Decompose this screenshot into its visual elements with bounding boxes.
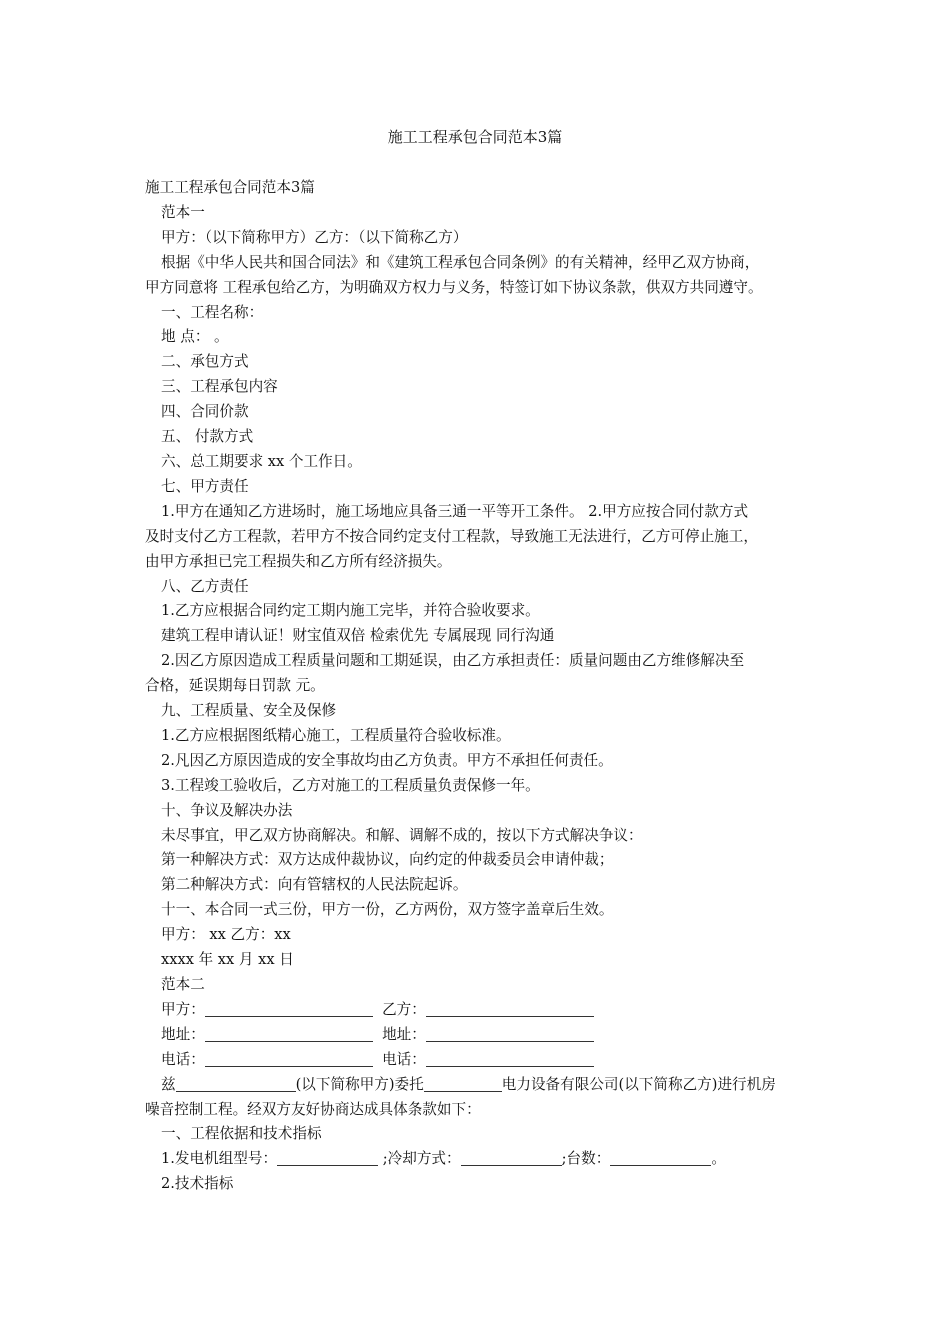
date-line: xxxx 年 xx 月 xx 日	[161, 951, 294, 969]
sample-two-intro-line-2: 噪音控制工程。经双方友好协商达成具体条款如下：	[145, 1100, 481, 1118]
section-10-option-1: 第一种解决方式：双方达成仲裁协议，向约定的仲裁委员会申请仲裁；	[161, 851, 614, 869]
section-8-item-2-line-1: 2.因乙方原因造成工程质量问题和工期延误，由乙方承担责任：质量问题由乙方维修解决至	[161, 652, 745, 670]
party-a-address-blank	[205, 1025, 373, 1042]
sample-two-heading: 范本二	[161, 976, 205, 993]
section-11-heading: 十一、本合同一式三份，甲方一份，乙方两份，双方签字盖章后生效。	[161, 901, 614, 919]
section-9-item-2: 2.凡因乙方原因造成的安全事故均由乙方负责。甲方不承担任何责任。	[161, 751, 613, 769]
intro-line-1: 根据《中华人民共和国合同法》和《建筑工程承包合同条例》的有关精神，经甲乙双方协商，	[161, 253, 760, 271]
address-row	[145, 1023, 815, 1048]
section-10-option-2: 第二种解决方式：向有管辖权的人民法院起诉。	[161, 876, 468, 894]
party-b-address-label: 地址：	[382, 1025, 426, 1043]
party-b-phone-blank	[426, 1050, 594, 1067]
section-5-heading: 五、 付款方式	[161, 428, 254, 446]
section-7-item-1-line-3: 由甲方承担已完工程损失和乙方所有经济损失。	[145, 552, 452, 570]
document-body	[145, 176, 815, 1197]
row-end: 。	[711, 1150, 726, 1168]
promo-line: 建筑工程申请认证！财宝值双倍 检索优先 专属展现 同行沟通	[161, 627, 555, 645]
section-8-item-2-line-2: 合格，延误期每日罚款 元。	[145, 677, 325, 695]
section-4-heading: 四、合同价款	[161, 403, 249, 421]
model-label: 1.发电机组型号：	[161, 1150, 278, 1168]
units-blank	[610, 1149, 711, 1166]
section-7-item-1-line-2: 及时支付乙方工程款，若甲方不按合同约定支付工程款，导致施工无法进行，乙方可停止施工，	[145, 527, 758, 545]
intro-suffix: 电力设备有限公司(以下简称乙方)进行机房	[501, 1075, 776, 1093]
cooling-blank	[461, 1149, 562, 1166]
sample-two-intro-line-1	[145, 1073, 815, 1098]
client-blank	[176, 1075, 296, 1092]
party-name-row	[145, 998, 815, 1023]
cooling-label: ;冷却方式：	[382, 1150, 461, 1168]
party-b-label: 乙方：	[382, 1000, 426, 1018]
parties-line: 甲方：（以下简称甲方）乙方：（以下简称乙方）	[161, 228, 468, 246]
party-b-phone-label: 电话：	[382, 1050, 426, 1068]
technical-indicators-heading: 2.技术指标	[161, 1175, 234, 1193]
signature-line: 甲方： xx 乙方：xx	[161, 926, 291, 944]
section-10-heading: 十、争议及解决办法	[161, 801, 293, 819]
section-7-heading: 七、甲方责任	[161, 477, 249, 495]
party-a-blank	[205, 1000, 373, 1017]
section-3-heading: 三、工程承包内容	[161, 378, 278, 396]
party-b-blank	[426, 1000, 594, 1017]
party-a-phone-label: 电话：	[161, 1050, 205, 1068]
section-1-heading: 一、工程名称：	[161, 303, 264, 321]
document-title: 施工工程承包合同范本3篇	[387, 128, 563, 146]
sample-one-heading: 范本一	[161, 203, 205, 221]
section-2-heading: 二、承包方式	[161, 353, 249, 371]
party-b-address-blank	[426, 1025, 594, 1042]
section-9-item-1: 1.乙方应根据图纸精心施工，工程质量符合验收标准。	[161, 726, 511, 744]
section-7-item-1-line-1: 1.甲方在通知乙方进场时，施工场地应具备三通一平等开工条件。 2.甲方应按合同付款方式	[161, 502, 749, 520]
section-9-heading: 九、工程质量、安全及保修	[161, 702, 337, 720]
subtitle: 施工工程承包合同范本3篇	[145, 179, 315, 196]
intro-prefix: 兹	[161, 1075, 176, 1093]
phone-row	[145, 1048, 815, 1073]
section-8-item-1: 1.乙方应根据合同约定工期内施工完毕，并符合验收要求。	[161, 602, 540, 620]
section-10-text: 未尽事宜，甲乙双方协商解决。和解、调解不成的，按以下方式解决争议：	[161, 826, 643, 844]
section-8-heading: 八、乙方责任	[161, 577, 249, 595]
entrust-blank	[424, 1075, 502, 1092]
party-a-phone-blank	[205, 1050, 373, 1067]
sample-two-section-1-heading: 一、工程依据和技术指标	[161, 1125, 322, 1143]
intro-middle: (以下简称甲方)委托	[295, 1075, 424, 1093]
model-blank	[277, 1149, 378, 1166]
section-6-heading: 六、总工期要求 xx 个工作日。	[161, 452, 362, 470]
section-1-location: 地 点： 。	[161, 328, 229, 346]
intro-line-2: 甲方同意将 工程承包给乙方，为明确双方权力与义务，特签订如下协议条款，供双方共同遵守。	[145, 278, 763, 296]
section-9-item-3: 3.工程竣工验收后，乙方对施工的工程质量负责保修一年。	[161, 776, 540, 794]
party-a-label: 甲方：	[161, 1000, 205, 1018]
generator-spec-row	[145, 1147, 815, 1172]
party-a-address-label: 地址：	[161, 1025, 205, 1043]
units-label: ;台数：	[561, 1150, 611, 1168]
